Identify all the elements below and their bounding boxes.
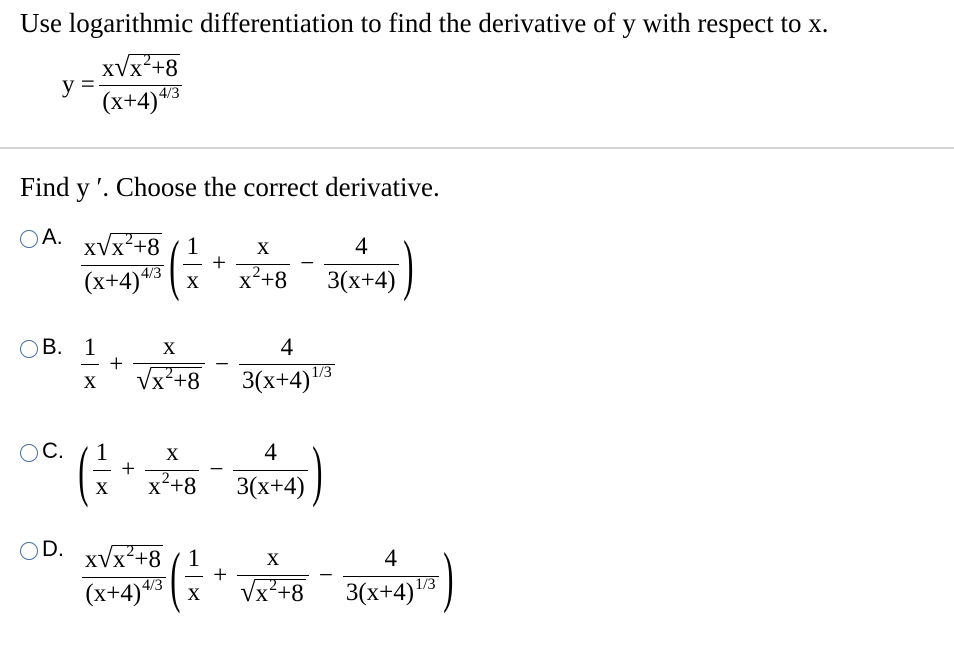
left-paren: (: [169, 226, 180, 302]
option-b[interactable]: [20, 333, 339, 397]
radio-button-a[interactable]: [20, 230, 38, 248]
divider: [0, 147, 954, 149]
question-instruction: Use logarithmic differentiation to find the derivative of y with respect to x.: [20, 8, 829, 38]
option-c-expression: ( $\frac{1}{x}$ + $\frac{x}{x^2+8}$ − $\frac{4}{3(x+4)}$ ): [78, 432, 323, 508]
left-paren: (: [78, 432, 89, 508]
option-label-d: D.: [42, 536, 64, 561]
option-b-expression: $\frac{1}{x}$ + $\frac{x}{√x^2+8}$ − $\frac{4}{3(x+4)^{1/3}}$: [77, 334, 339, 396]
right-paren: ): [402, 226, 413, 302]
option-c[interactable]: [20, 432, 323, 508]
option-a[interactable]: [20, 224, 413, 302]
option-label-b: B.: [42, 334, 63, 359]
option-label-a: A.: [42, 224, 63, 249]
right-paren: ): [442, 538, 453, 614]
option-d[interactable]: [20, 536, 453, 614]
original-equation: [62, 54, 187, 116]
radio-button-c[interactable]: [20, 444, 38, 462]
radio-button-b[interactable]: [20, 340, 38, 358]
equation-fraction: [99, 54, 183, 116]
equation-numerator: $x√x^2+8$: [101, 52, 178, 83]
right-paren: ): [311, 432, 323, 508]
equation-lhs: y =: [62, 70, 95, 98]
option-label-c: C.: [42, 438, 64, 463]
radio-button-d[interactable]: [20, 542, 38, 560]
option-d-expression: $\frac{x√x^2+8}{(x+4)^{4/3}}$ ( $\frac{1}{x}$ + $\frac{x}{√x^2+8}$ − $\frac{4}{3(x+4)^{1/3}}$ ): [78, 542, 453, 610]
equation-denominator: $(x+4)^{4/3}$: [99, 85, 182, 115]
option-a-expression: $\frac{x√x^2+8}{(x+4)^{4/3}}$ ( $\frac{1}{x}$ + $\frac{x}{x^2+8}$ − $\frac{4}{3(x+4)}$ ): [77, 230, 413, 298]
left-paren: (: [170, 538, 181, 614]
prompt-text: Find y ′. Choose the correct derivative.: [20, 172, 440, 202]
